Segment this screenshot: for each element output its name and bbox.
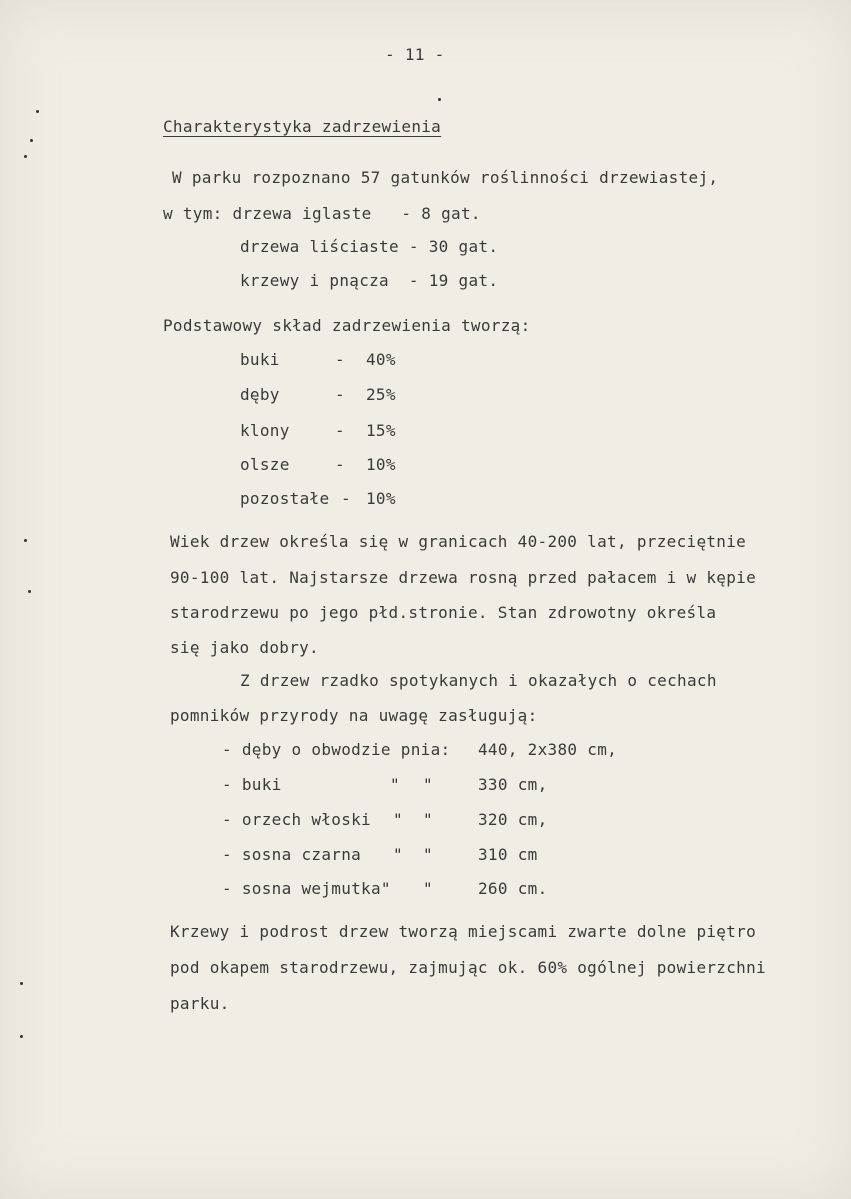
monuments-intro-2: pomników przyrody na uwagę zasługują:: [170, 706, 538, 725]
intro-line-4: krzewy i pnącza - 19 gat.: [240, 271, 499, 290]
scan-speck: [20, 1035, 23, 1038]
composition-percent: 15%: [366, 421, 396, 440]
composition-percent: 25%: [366, 385, 396, 404]
monument-ditto: ": [390, 775, 400, 794]
paragraph-line: Krzewy i podrost drzew tworzą miejscami zwarte dolne piętro: [170, 922, 757, 941]
scan-speck: [24, 155, 27, 158]
intro-line-2: w tym: drzewa iglaste - 8 gat.: [163, 204, 481, 223]
composition-name: pozostałe: [240, 489, 330, 508]
composition-dash: -: [341, 489, 351, 508]
paragraph-line: się jako dobry.: [170, 638, 319, 657]
monument-ditto: ": [423, 879, 433, 898]
monument-label: - buki: [222, 775, 282, 794]
scan-speck: [438, 98, 441, 101]
scan-speck: [24, 539, 27, 542]
monument-ditto: ": [423, 775, 433, 794]
monument-value: 440, 2x380 cm,: [478, 740, 618, 759]
monument-label: - sosna czarna: [222, 845, 362, 864]
paragraph-line: 90-100 lat. Najstarsze drzewa rosną przed pałacem i w kępie: [170, 568, 757, 587]
composition-name: klony: [240, 421, 290, 440]
paragraph-line: Wiek drzew określa się w granicach 40-200 lat, przeciętnie: [170, 532, 747, 551]
composition-name: olsze: [240, 455, 290, 474]
scan-speck: [36, 110, 39, 113]
intro-line-3: drzewa liściaste - 30 gat.: [240, 237, 499, 256]
monument-value: 260 cm.: [478, 879, 548, 898]
monument-label: - sosna wejmutka": [222, 879, 391, 898]
monument-ditto: ": [393, 810, 403, 829]
composition-dash: -: [335, 421, 345, 440]
scan-speck: [20, 982, 23, 985]
monument-value: 310 cm: [478, 845, 538, 864]
monument-value: 320 cm,: [478, 810, 548, 829]
composition-dash: -: [335, 350, 345, 369]
composition-dash: -: [335, 455, 345, 474]
paragraph-line: parku.: [170, 994, 230, 1013]
scan-speck: [30, 139, 33, 142]
scan-speck: [28, 590, 31, 593]
composition-name: dęby: [240, 385, 280, 404]
composition-dash: -: [335, 385, 345, 404]
monument-ditto: ": [423, 845, 433, 864]
monument-label: - orzech włoski: [222, 810, 371, 829]
composition-percent: 10%: [366, 489, 396, 508]
paragraph-line: pod okapem starodrzewu, zajmując ok. 60% ogólnej powierzchni: [170, 958, 766, 977]
monument-ditto: ": [393, 845, 403, 864]
intro-line-1: W parku rozpoznano 57 gatunków roślinności drzewiastej,: [172, 168, 719, 187]
composition-percent: 10%: [366, 455, 396, 474]
page-number: - 11 -: [385, 45, 445, 64]
monument-ditto: ": [423, 810, 433, 829]
section-title: Charakterystyka zadrzewienia: [163, 117, 442, 136]
composition-heading: Podstawowy skład zadrzewienia tworzą:: [163, 316, 531, 335]
paragraph-line: starodrzewu po jego płd.stronie. Stan zdrowotny określa: [170, 603, 717, 622]
composition-name: buki: [240, 350, 280, 369]
monument-label: - dęby o obwodzie pnia:: [222, 740, 451, 759]
monument-value: 330 cm,: [478, 775, 548, 794]
composition-percent: 40%: [366, 350, 396, 369]
monuments-intro-1: Z drzew rzadko spotykanych i okazałych o cechach: [240, 671, 717, 690]
